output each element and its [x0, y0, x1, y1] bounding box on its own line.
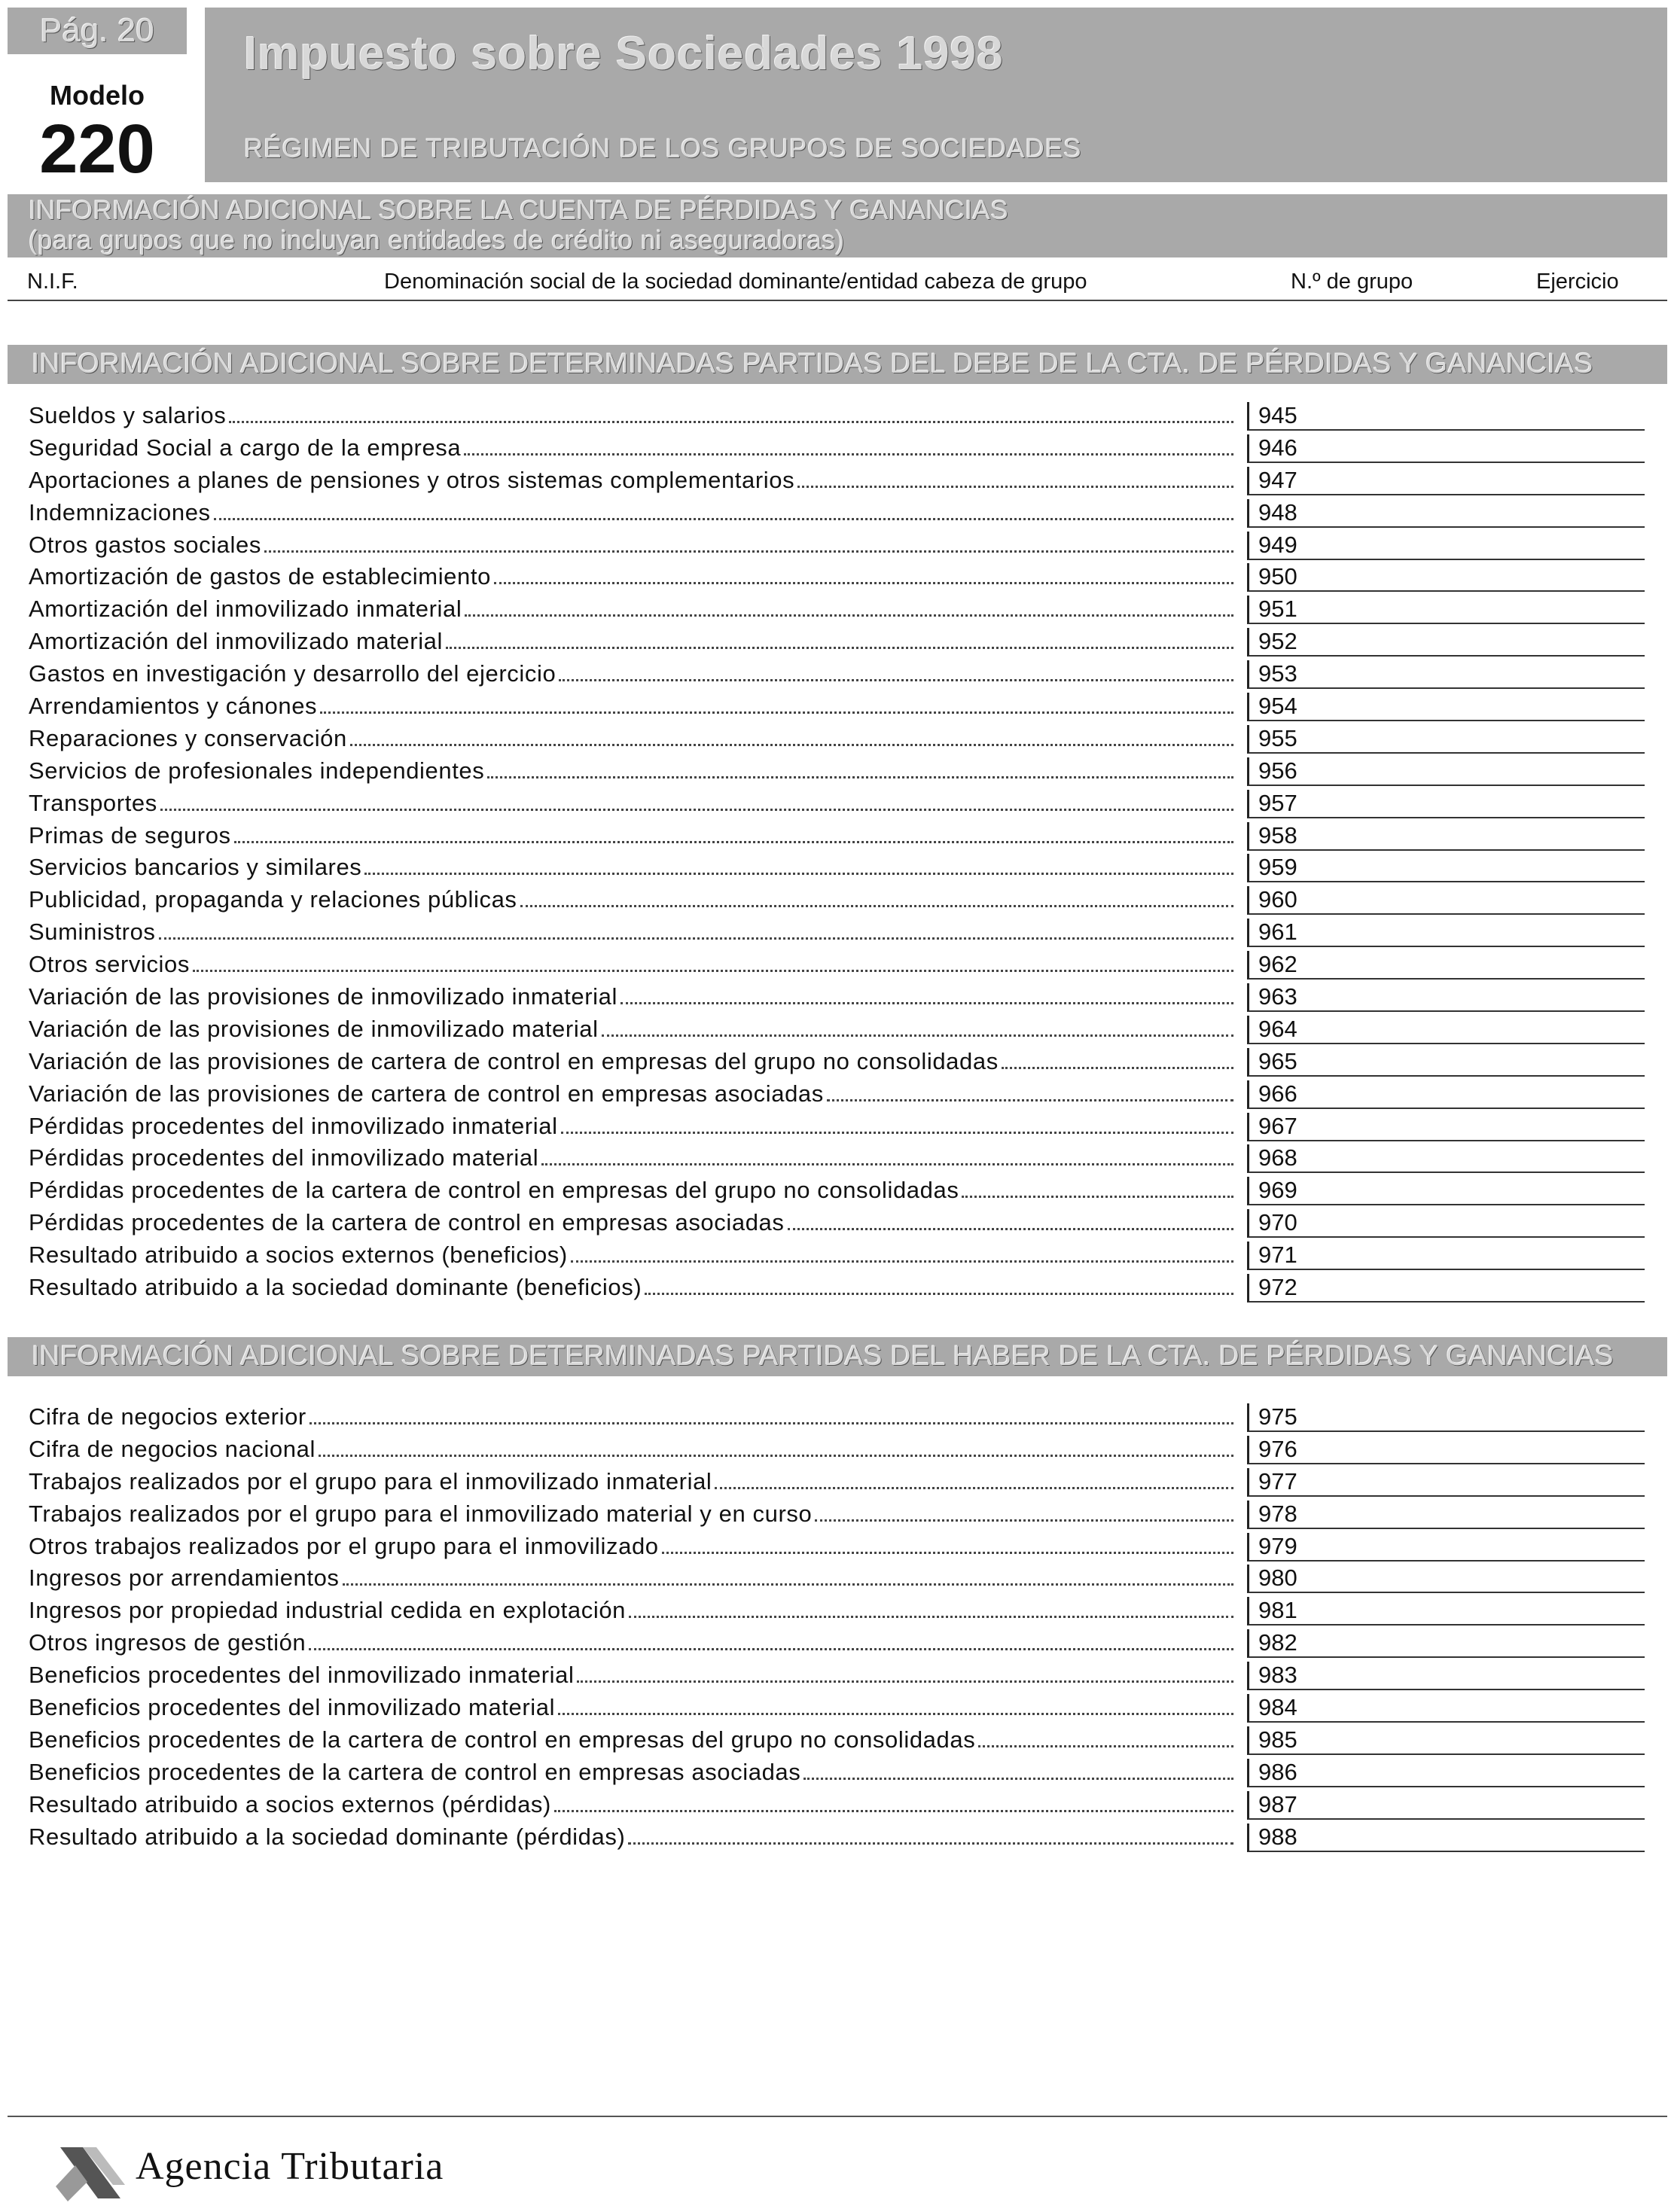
amount-field[interactable]: [1247, 660, 1645, 689]
box-code: 955: [1258, 724, 1297, 751]
haber-rows: [0, 1402, 1671, 1854]
box-code: 953: [1258, 660, 1297, 687]
row-label: [29, 628, 1233, 655]
box-code: 956: [1258, 757, 1297, 784]
nif-label: N.I.F.: [27, 270, 78, 294]
box-code: 981: [1258, 1597, 1297, 1624]
form-row: [0, 659, 1671, 691]
box-code: 958: [1258, 821, 1297, 849]
row-label: [29, 1662, 1233, 1689]
row-label-text: Beneficios procedentes del inmovilizado inmaterial: [29, 1662, 577, 1689]
dot-leader: [343, 1583, 1233, 1586]
form-row: [0, 626, 1671, 659]
form-row: [0, 1499, 1671, 1531]
dot-leader: [159, 937, 1233, 940]
amount-field[interactable]: [1247, 983, 1645, 1012]
box-code: 966: [1258, 1080, 1297, 1107]
amount-field[interactable]: [1247, 1501, 1645, 1529]
ejercicio-label: Ejercicio: [1536, 270, 1619, 294]
form-row: [0, 885, 1671, 917]
row-label-text: Pérdidas procedentes del inmovilizado material: [29, 1144, 541, 1172]
row-label-text: Resultado atribuido a socios externos (pérdidas): [29, 1791, 554, 1818]
row-label: [29, 1177, 1233, 1204]
amount-field[interactable]: [1247, 790, 1645, 818]
row-label-text: Trabajos realizados por el grupo para el inmovilizado inmaterial: [29, 1468, 715, 1495]
amount-field[interactable]: [1247, 822, 1645, 851]
dot-leader: [561, 1132, 1233, 1134]
amount-field[interactable]: [1247, 1113, 1645, 1141]
amount-field[interactable]: [1247, 1468, 1645, 1497]
row-label-text: Transportes: [29, 790, 160, 817]
box-code: 957: [1258, 789, 1297, 816]
box-code: 961: [1258, 919, 1297, 946]
row-label: [29, 1533, 1233, 1560]
amount-field[interactable]: [1247, 1533, 1645, 1562]
row-label: [29, 1565, 1233, 1592]
row-label-text: Pérdidas procedentes del inmovilizado inmaterial: [29, 1113, 561, 1140]
amount-field[interactable]: [1247, 1759, 1645, 1787]
form-row: [0, 821, 1671, 853]
box-code: 972: [1258, 1274, 1297, 1301]
box-code: 977: [1258, 1467, 1297, 1494]
amount-field[interactable]: [1247, 434, 1645, 463]
row-label: [29, 1468, 1233, 1495]
dot-leader: [264, 550, 1233, 553]
dot-leader: [571, 1260, 1233, 1263]
form-row: [0, 724, 1671, 756]
box-code: 983: [1258, 1662, 1297, 1689]
row-label: [29, 1791, 1233, 1818]
amount-field[interactable]: [1247, 1726, 1645, 1755]
dot-leader: [234, 841, 1233, 843]
row-label-text: Beneficios procedentes del inmovilizado material: [29, 1694, 558, 1721]
form-title: Impuesto sobre Sociedades 1998: [244, 28, 1004, 80]
form-row: [0, 1628, 1671, 1660]
page-number-box: [8, 8, 187, 54]
dot-leader: [350, 744, 1233, 746]
amount-field[interactable]: [1247, 919, 1645, 947]
dot-leader: [662, 1552, 1233, 1554]
box-code: 971: [1258, 1242, 1297, 1269]
dot-leader: [309, 1648, 1233, 1650]
row-label-text: Beneficios procedentes de la cartera de control en empresas asociadas: [29, 1759, 803, 1786]
dot-leader: [464, 453, 1233, 456]
row-label: [29, 983, 1233, 1010]
haber-section-title: INFORMACIÓN ADICIONAL SOBRE DETERMINADAS PARTIDAS DEL HABER DE LA CTA. DE PÉRDIDAS Y GANANCIAS: [32, 1340, 1614, 1371]
amount-field[interactable]: [1247, 628, 1645, 657]
box-code: 982: [1258, 1629, 1297, 1656]
amount-field[interactable]: [1247, 1177, 1645, 1205]
dot-leader: [446, 647, 1233, 649]
dot-leader: [628, 1842, 1233, 1845]
form-row: [0, 530, 1671, 562]
row-label: [29, 1694, 1233, 1721]
form-row: [0, 1014, 1671, 1047]
amount-field[interactable]: [1247, 499, 1645, 528]
row-label-text: Indemnizaciones: [29, 499, 214, 526]
row-label-text: Beneficios procedentes de la cartera de control en empresas del grupo no consolidadas: [29, 1726, 978, 1753]
amount-field[interactable]: [1247, 725, 1645, 754]
box-code: 978: [1258, 1500, 1297, 1527]
row-label-text: Variación de las provisiones de cartera de control en empresas del grupo no consolidadas: [29, 1048, 1002, 1075]
haber-section-header: [8, 1337, 1667, 1376]
dot-leader: [494, 582, 1233, 584]
amount-field[interactable]: [1247, 467, 1645, 495]
amount-field[interactable]: [1247, 1242, 1645, 1270]
box-code: 969: [1258, 1177, 1297, 1204]
row-label: [29, 1113, 1233, 1140]
row-label-text: Amortización de gastos de establecimiento: [29, 563, 494, 590]
form-row: [0, 433, 1671, 465]
row-label: [29, 854, 1233, 881]
form-row: [0, 1208, 1671, 1240]
dot-leader: [645, 1293, 1233, 1295]
dot-leader: [487, 776, 1233, 778]
form-row: [0, 1272, 1671, 1305]
form-row: [0, 1725, 1671, 1757]
amount-field[interactable]: [1247, 854, 1645, 882]
modelo-number: 220: [39, 111, 155, 187]
form-row: [0, 1595, 1671, 1628]
amount-field[interactable]: [1247, 1403, 1645, 1432]
row-label-text: Primas de seguros: [29, 822, 234, 849]
dot-leader: [160, 809, 1233, 811]
form-subtitle: RÉGIMEN DE TRIBUTACIÓN DE LOS GRUPOS DE SOCIEDADES: [244, 134, 1082, 163]
debe-section-header: [8, 345, 1667, 384]
info-band: [8, 194, 1667, 257]
form-row: [0, 1790, 1671, 1822]
dot-leader: [715, 1487, 1233, 1489]
row-label-text: Pérdidas procedentes de la cartera de control en empresas asociadas: [29, 1209, 788, 1236]
box-code: 947: [1258, 466, 1297, 493]
amount-field[interactable]: [1247, 1274, 1645, 1303]
dot-leader: [1002, 1067, 1233, 1069]
row-label-text: Servicios bancarios y similares: [29, 854, 364, 881]
row-label: [29, 790, 1233, 817]
row-label: [29, 1501, 1233, 1528]
row-label-text: Seguridad Social a cargo de la empresa: [29, 434, 464, 462]
row-label-text: Pérdidas procedentes de la cartera de control en empresas del grupo no consolidadas: [29, 1177, 962, 1204]
box-code: 985: [1258, 1726, 1297, 1753]
dot-leader: [577, 1680, 1233, 1683]
dot-leader: [559, 679, 1233, 681]
row-label: [29, 1080, 1233, 1108]
box-code: 950: [1258, 563, 1297, 590]
box-code: 954: [1258, 693, 1297, 720]
amount-field[interactable]: [1247, 1824, 1645, 1852]
row-label-text: Cifra de negocios exterior: [29, 1403, 310, 1430]
dot-leader: [193, 970, 1233, 972]
form-row: [0, 1240, 1671, 1272]
amount-field[interactable]: [1247, 402, 1645, 431]
row-label: [29, 919, 1233, 946]
row-label: [29, 757, 1233, 785]
amount-field[interactable]: [1247, 1016, 1645, 1044]
modelo-label: Modelo: [50, 80, 145, 111]
dot-leader: [962, 1196, 1233, 1198]
box-code: 949: [1258, 531, 1297, 558]
row-label-text: Reparaciones y conservación: [29, 725, 350, 752]
grupo-label: N.º de grupo: [1291, 270, 1413, 294]
form-row: [0, 788, 1671, 821]
form-row: [0, 1693, 1671, 1725]
box-code: 979: [1258, 1532, 1297, 1559]
form-row: [0, 852, 1671, 885]
amount-field[interactable]: [1247, 532, 1645, 560]
row-label: [29, 1629, 1233, 1656]
row-label-text: Gastos en investigación y desarrollo del ejercicio: [29, 660, 559, 687]
box-code: 952: [1258, 628, 1297, 655]
form-row: [0, 1467, 1671, 1499]
row-label: [29, 1403, 1233, 1430]
row-label: [29, 693, 1233, 720]
amount-field[interactable]: [1247, 1694, 1645, 1723]
row-label: [29, 951, 1233, 978]
row-label: [29, 1016, 1233, 1043]
row-label: [29, 499, 1233, 526]
form-row: [0, 401, 1671, 433]
box-code: 946: [1258, 434, 1297, 461]
form-row: [0, 1434, 1671, 1467]
dot-leader: [364, 873, 1233, 875]
box-code: 970: [1258, 1209, 1297, 1236]
row-label-text: Otros servicios: [29, 951, 193, 978]
row-label-text: Ingresos por propiedad industrial cedida en explotación: [29, 1597, 629, 1624]
box-code: 987: [1258, 1790, 1297, 1817]
dot-leader: [320, 711, 1233, 714]
dot-leader: [554, 1810, 1233, 1812]
amount-field[interactable]: [1247, 596, 1645, 624]
agencia-tributaria-logo-icon: [50, 2143, 128, 2203]
row-label: [29, 1048, 1233, 1075]
amount-field[interactable]: [1247, 951, 1645, 980]
form-row: [0, 756, 1671, 788]
row-label-text: Resultado atribuido a socios externos (beneficios): [29, 1242, 571, 1269]
box-code: 968: [1258, 1144, 1297, 1172]
row-label: [29, 660, 1233, 687]
amount-field[interactable]: [1247, 1597, 1645, 1625]
row-label-text: Variación de las provisiones de inmovilizado inmaterial: [29, 983, 621, 1010]
box-code: 975: [1258, 1403, 1297, 1430]
row-label: [29, 1824, 1233, 1851]
row-label: [29, 1274, 1233, 1301]
row-label-text: Amortización del inmovilizado material: [29, 628, 446, 655]
form-row: [0, 1143, 1671, 1175]
row-label: [29, 1726, 1233, 1753]
box-code: 965: [1258, 1047, 1297, 1074]
amount-field[interactable]: [1247, 1791, 1645, 1820]
dot-leader: [520, 905, 1233, 907]
row-label-text: Trabajos realizados por el grupo para el inmovilizado material y en curso: [29, 1501, 815, 1528]
row-label-text: Aportaciones a planes de pensiones y otros sistemas complementarios: [29, 467, 797, 494]
row-label-text: Cifra de negocios nacional: [29, 1436, 319, 1463]
amount-field[interactable]: [1247, 757, 1645, 786]
dot-leader: [803, 1778, 1233, 1780]
row-label-text: Resultado atribuido a la sociedad dominante (pérdidas): [29, 1824, 628, 1851]
amount-field[interactable]: [1247, 563, 1645, 592]
form-row: [0, 917, 1671, 949]
title-band: [205, 8, 1667, 182]
box-code: 986: [1258, 1758, 1297, 1785]
box-code: 976: [1258, 1435, 1297, 1462]
row-label: [29, 467, 1233, 494]
form-row: [0, 562, 1671, 594]
page-number: Pág. 20: [40, 12, 154, 49]
box-code: 948: [1258, 498, 1297, 526]
box-code: 962: [1258, 951, 1297, 978]
row-label-text: Publicidad, propaganda y relaciones públicas: [29, 886, 520, 913]
row-label: [29, 1436, 1233, 1463]
amount-field[interactable]: [1247, 1662, 1645, 1690]
dot-leader: [602, 1034, 1233, 1037]
form-row: [0, 1402, 1671, 1434]
amount-field[interactable]: [1247, 1048, 1645, 1077]
row-label-text: Variación de las provisiones de cartera de control en empresas asociadas: [29, 1080, 827, 1108]
form-row: [0, 594, 1671, 626]
dot-leader: [629, 1616, 1233, 1618]
row-label: [29, 725, 1233, 752]
box-code: 960: [1258, 886, 1297, 913]
box-code: 963: [1258, 983, 1297, 1010]
dot-leader: [788, 1228, 1234, 1230]
row-label: [29, 596, 1233, 623]
row-label: [29, 1144, 1233, 1172]
amount-field[interactable]: [1247, 886, 1645, 915]
box-code: 988: [1258, 1823, 1297, 1850]
box-code: 959: [1258, 854, 1297, 881]
denominacion-label: Denominación social de la sociedad dominante/entidad cabeza de grupo: [384, 270, 1087, 294]
row-label-text: Variación de las provisiones de inmovilizado material: [29, 1016, 602, 1043]
form-row: [0, 1079, 1671, 1111]
form-row: [0, 949, 1671, 982]
row-label: [29, 1209, 1233, 1236]
dot-leader: [621, 1002, 1233, 1004]
debe-section-title: INFORMACIÓN ADICIONAL SOBRE DETERMINADAS PARTIDAS DEL DEBE DE LA CTA. DE PÉRDIDAS Y GANANCIAS: [32, 348, 1593, 379]
row-label: [29, 1759, 1233, 1786]
form-row: [0, 1531, 1671, 1564]
box-code: 984: [1258, 1694, 1297, 1721]
row-label-text: Resultado atribuido a la sociedad dominante (beneficios): [29, 1274, 645, 1301]
box-code: 945: [1258, 402, 1297, 428]
row-label-text: Otros ingresos de gestión: [29, 1629, 309, 1656]
form-row: [0, 1563, 1671, 1595]
row-label: [29, 434, 1233, 462]
agency-name: Agencia Tributaria: [136, 2145, 444, 2188]
row-label-text: Sueldos y salarios: [29, 402, 229, 429]
form-row: [0, 1822, 1671, 1854]
dot-leader: [465, 614, 1233, 617]
amount-field[interactable]: [1247, 1080, 1645, 1109]
row-label-text: Arrendamientos y cánones: [29, 693, 320, 720]
row-label-text: Suministros: [29, 919, 159, 946]
row-label-text: Otros gastos sociales: [29, 532, 264, 559]
dot-leader: [214, 518, 1233, 520]
dot-leader: [827, 1099, 1233, 1101]
row-label-text: Otros trabajos realizados por el grupo para el inmovilizado: [29, 1533, 662, 1560]
form-row: [0, 1047, 1671, 1079]
row-label-text: Amortización del inmovilizado inmaterial: [29, 596, 465, 623]
amount-field[interactable]: [1247, 1144, 1645, 1173]
form-row: [0, 1111, 1671, 1144]
footer-divider: [8, 2116, 1667, 2117]
box-code: 964: [1258, 1015, 1297, 1042]
info-band-title: INFORMACIÓN ADICIONAL SOBRE LA CUENTA DE PÉRDIDAS Y GANANCIAS: [29, 196, 1009, 225]
box-code: 967: [1258, 1112, 1297, 1139]
amount-field[interactable]: [1247, 693, 1645, 721]
info-band-note: (para grupos que no incluyan entidades de crédito ni aseguradoras): [29, 226, 845, 255]
dot-leader: [319, 1455, 1233, 1457]
debe-rows: [0, 401, 1671, 1305]
row-label: [29, 822, 1233, 849]
dot-leader: [558, 1713, 1233, 1715]
amount-field[interactable]: [1247, 1565, 1645, 1593]
form-row: [0, 498, 1671, 530]
form-row: [0, 1660, 1671, 1693]
identification-row: [8, 264, 1667, 301]
amount-field[interactable]: [1247, 1209, 1645, 1238]
dot-leader: [815, 1519, 1233, 1522]
amount-field[interactable]: [1247, 1436, 1645, 1464]
form-row: [0, 1757, 1671, 1790]
dot-leader: [978, 1745, 1233, 1747]
row-label: [29, 563, 1233, 590]
row-label: [29, 1242, 1233, 1269]
row-label: [29, 402, 1233, 429]
box-code: 951: [1258, 596, 1297, 623]
dot-leader: [310, 1422, 1233, 1424]
form-row: [0, 465, 1671, 498]
dot-leader: [229, 421, 1233, 423]
dot-leader: [797, 486, 1233, 488]
row-label-text: Ingresos por arrendamientos: [29, 1565, 343, 1592]
box-code: 980: [1258, 1565, 1297, 1592]
row-label: [29, 532, 1233, 559]
form-row: [0, 1175, 1671, 1208]
row-label: [29, 1597, 1233, 1624]
amount-field[interactable]: [1247, 1629, 1645, 1658]
form-row: [0, 691, 1671, 724]
form-row: [0, 982, 1671, 1014]
row-label-text: Servicios de profesionales independientes: [29, 757, 487, 785]
row-label: [29, 886, 1233, 913]
dot-leader: [541, 1163, 1233, 1165]
